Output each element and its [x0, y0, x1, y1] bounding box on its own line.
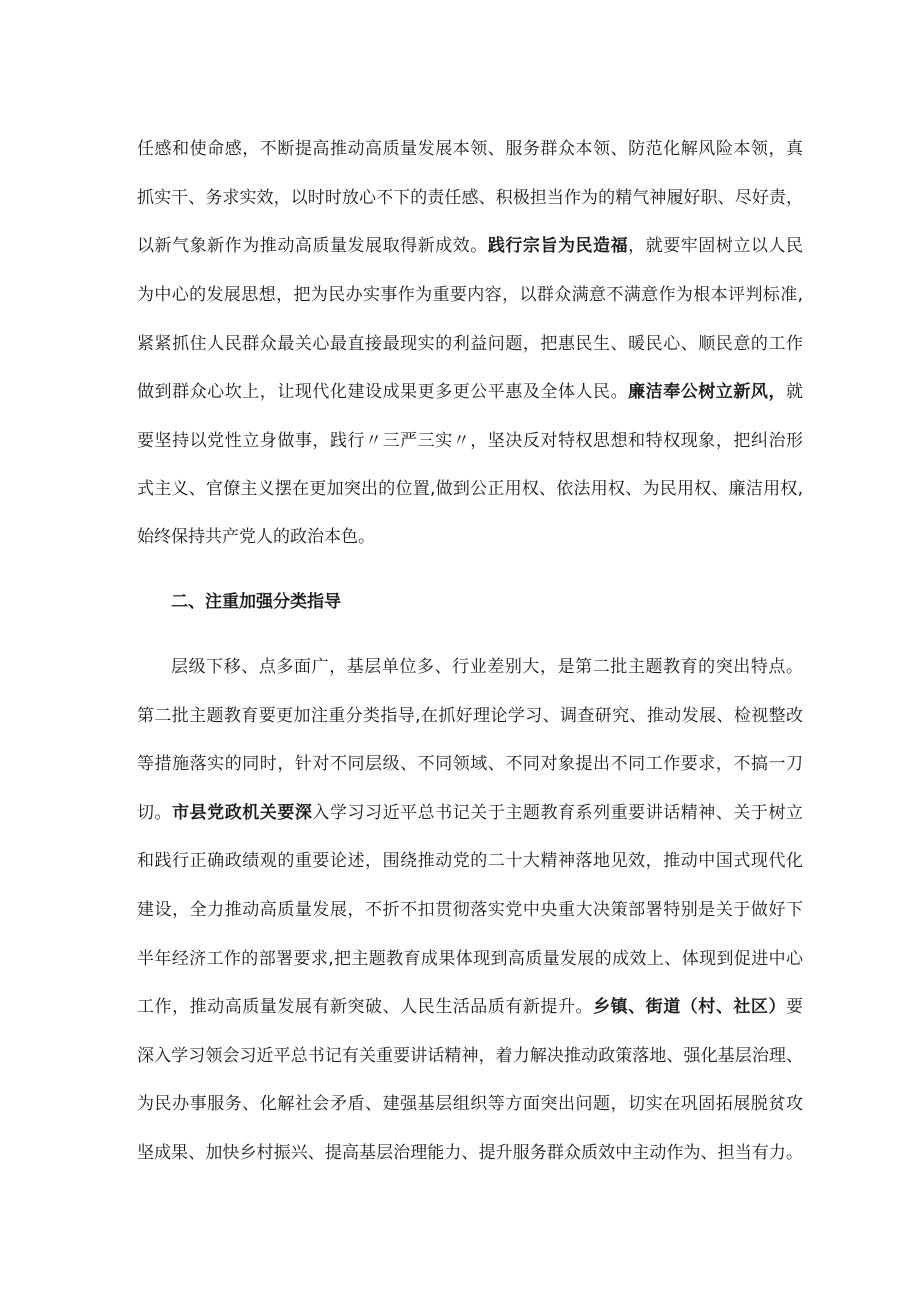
- text-run: 式主义、官僚主义摆在更加突出的位置,做到公正用权、依法用权、为民用权、廉洁用权,: [137, 479, 803, 499]
- text-run: 入学习习近平总书记关于主题教育系列重要讲话精神、关于树立: [312, 803, 804, 823]
- text-run: 和践行正确政绩观的重要论述，围绕推动党的二十大精神落地见效，推动中国式现代化: [137, 851, 803, 871]
- bold-phrase: 乡镇、街道（村、社区）: [593, 997, 787, 1017]
- text-run: 做到群众心坎上，让现代化建设成果更多更公平惠及全体人民。: [137, 382, 629, 402]
- text-run: 深入学习领会习近平总书记有关重要讲话精神，着力解决推动政策落地、强化基层治理、: [137, 1046, 803, 1066]
- text-run: 任感和使命感，不断提高推动高质量发展本领、服务群众本领、防范化解风险本领，真: [137, 139, 803, 159]
- text-run: 等措施落实的同时，针对不同层级、不同领域、不同对象提出不同工作要求，不搞一刀: [137, 754, 803, 774]
- paragraph-line: [137, 995, 803, 1019]
- paragraph-line: [137, 137, 803, 161]
- text-run: 切。: [137, 803, 173, 823]
- paragraph-line: [137, 1044, 803, 1068]
- paragraph-line: [137, 380, 803, 404]
- text-run: 以新气象新作为推动高质量发展取得新成效。: [137, 236, 488, 256]
- text-run: 层级下移、点多面广，基层单位多、行业差别大，是第二批主题教育的突出特点。: [171, 657, 803, 677]
- paragraph-line: [137, 234, 803, 258]
- text-run: 要坚持以党性立身做事，践行〃三严三实〃，坚决反对特权思想和特权现象，把纠治形: [137, 431, 803, 451]
- paragraph-line: [137, 752, 803, 776]
- text-run: 工作，推动高质量发展有新突破、人民生活品质有新提升。: [137, 997, 594, 1017]
- text-run: 第二批主题教育要更加注重分类指导,在抓好理论学习、调查研究、推动发展、检视整改: [137, 706, 803, 726]
- paragraph-line: [137, 947, 803, 971]
- bold-phrase: 市县党政机关要深: [172, 803, 313, 823]
- paragraph-line: [137, 429, 803, 453]
- text-run: 坚成果、加快乡村振兴、提高基层治理能力、提升服务群众质效中主动作为、担当有力。: [137, 1143, 803, 1163]
- paragraph-line: [137, 332, 803, 356]
- paragraph-line: [137, 283, 803, 307]
- paragraph-line: [171, 655, 803, 679]
- paragraph-line: [137, 898, 803, 922]
- text-run: 紧紧抓住人民群众最关心最直接最现实的利益问题，把惠民生、暖民心、顺民意的工作: [137, 334, 803, 354]
- text-run: 抓实干、务求实效，以时时放心不下的责任感、积极担当作为的精气神履好职、尽好责，: [137, 188, 803, 208]
- text-run: 半年经济工作的部署要求,把主题教育成果体现到高质量发展的成效上、体现到促进中心: [137, 949, 803, 969]
- paragraph-line: [137, 704, 803, 728]
- text-run: 建设，全力推动高质量发展，不折不扣贯彻落实党中央重大决策部署特别是关于做好下: [137, 900, 803, 920]
- text-run: 就: [786, 382, 804, 402]
- paragraph-line: [137, 1092, 803, 1116]
- text-run: 为中心的发展思想，把为民办实事作为重要内容，以群众满意不满意作为根本评判标准,: [137, 285, 803, 305]
- paragraph-line: [137, 186, 803, 210]
- text-run: 始终保持共产党人的政治本色。: [137, 527, 375, 547]
- paragraph-line: [137, 477, 803, 501]
- bold-phrase: 践行宗旨为民造福: [487, 236, 629, 256]
- text-run: 为民办事服务、化解社会矛盾、建强基层组织等方面突出问题，切实在巩固拓展脱贫攻: [137, 1094, 803, 1114]
- text-run: 要: [786, 997, 804, 1017]
- paragraph-line: [137, 849, 803, 873]
- paragraph-line: [137, 1141, 803, 1165]
- section-heading: 二、注重加强分类指导: [171, 592, 341, 612]
- paragraph-line: [137, 801, 803, 825]
- text-run: ，就要牢固树立以人民: [628, 236, 804, 256]
- bold-phrase: 廉洁奉公树立新风，: [628, 382, 787, 402]
- paragraph-line: [137, 525, 803, 549]
